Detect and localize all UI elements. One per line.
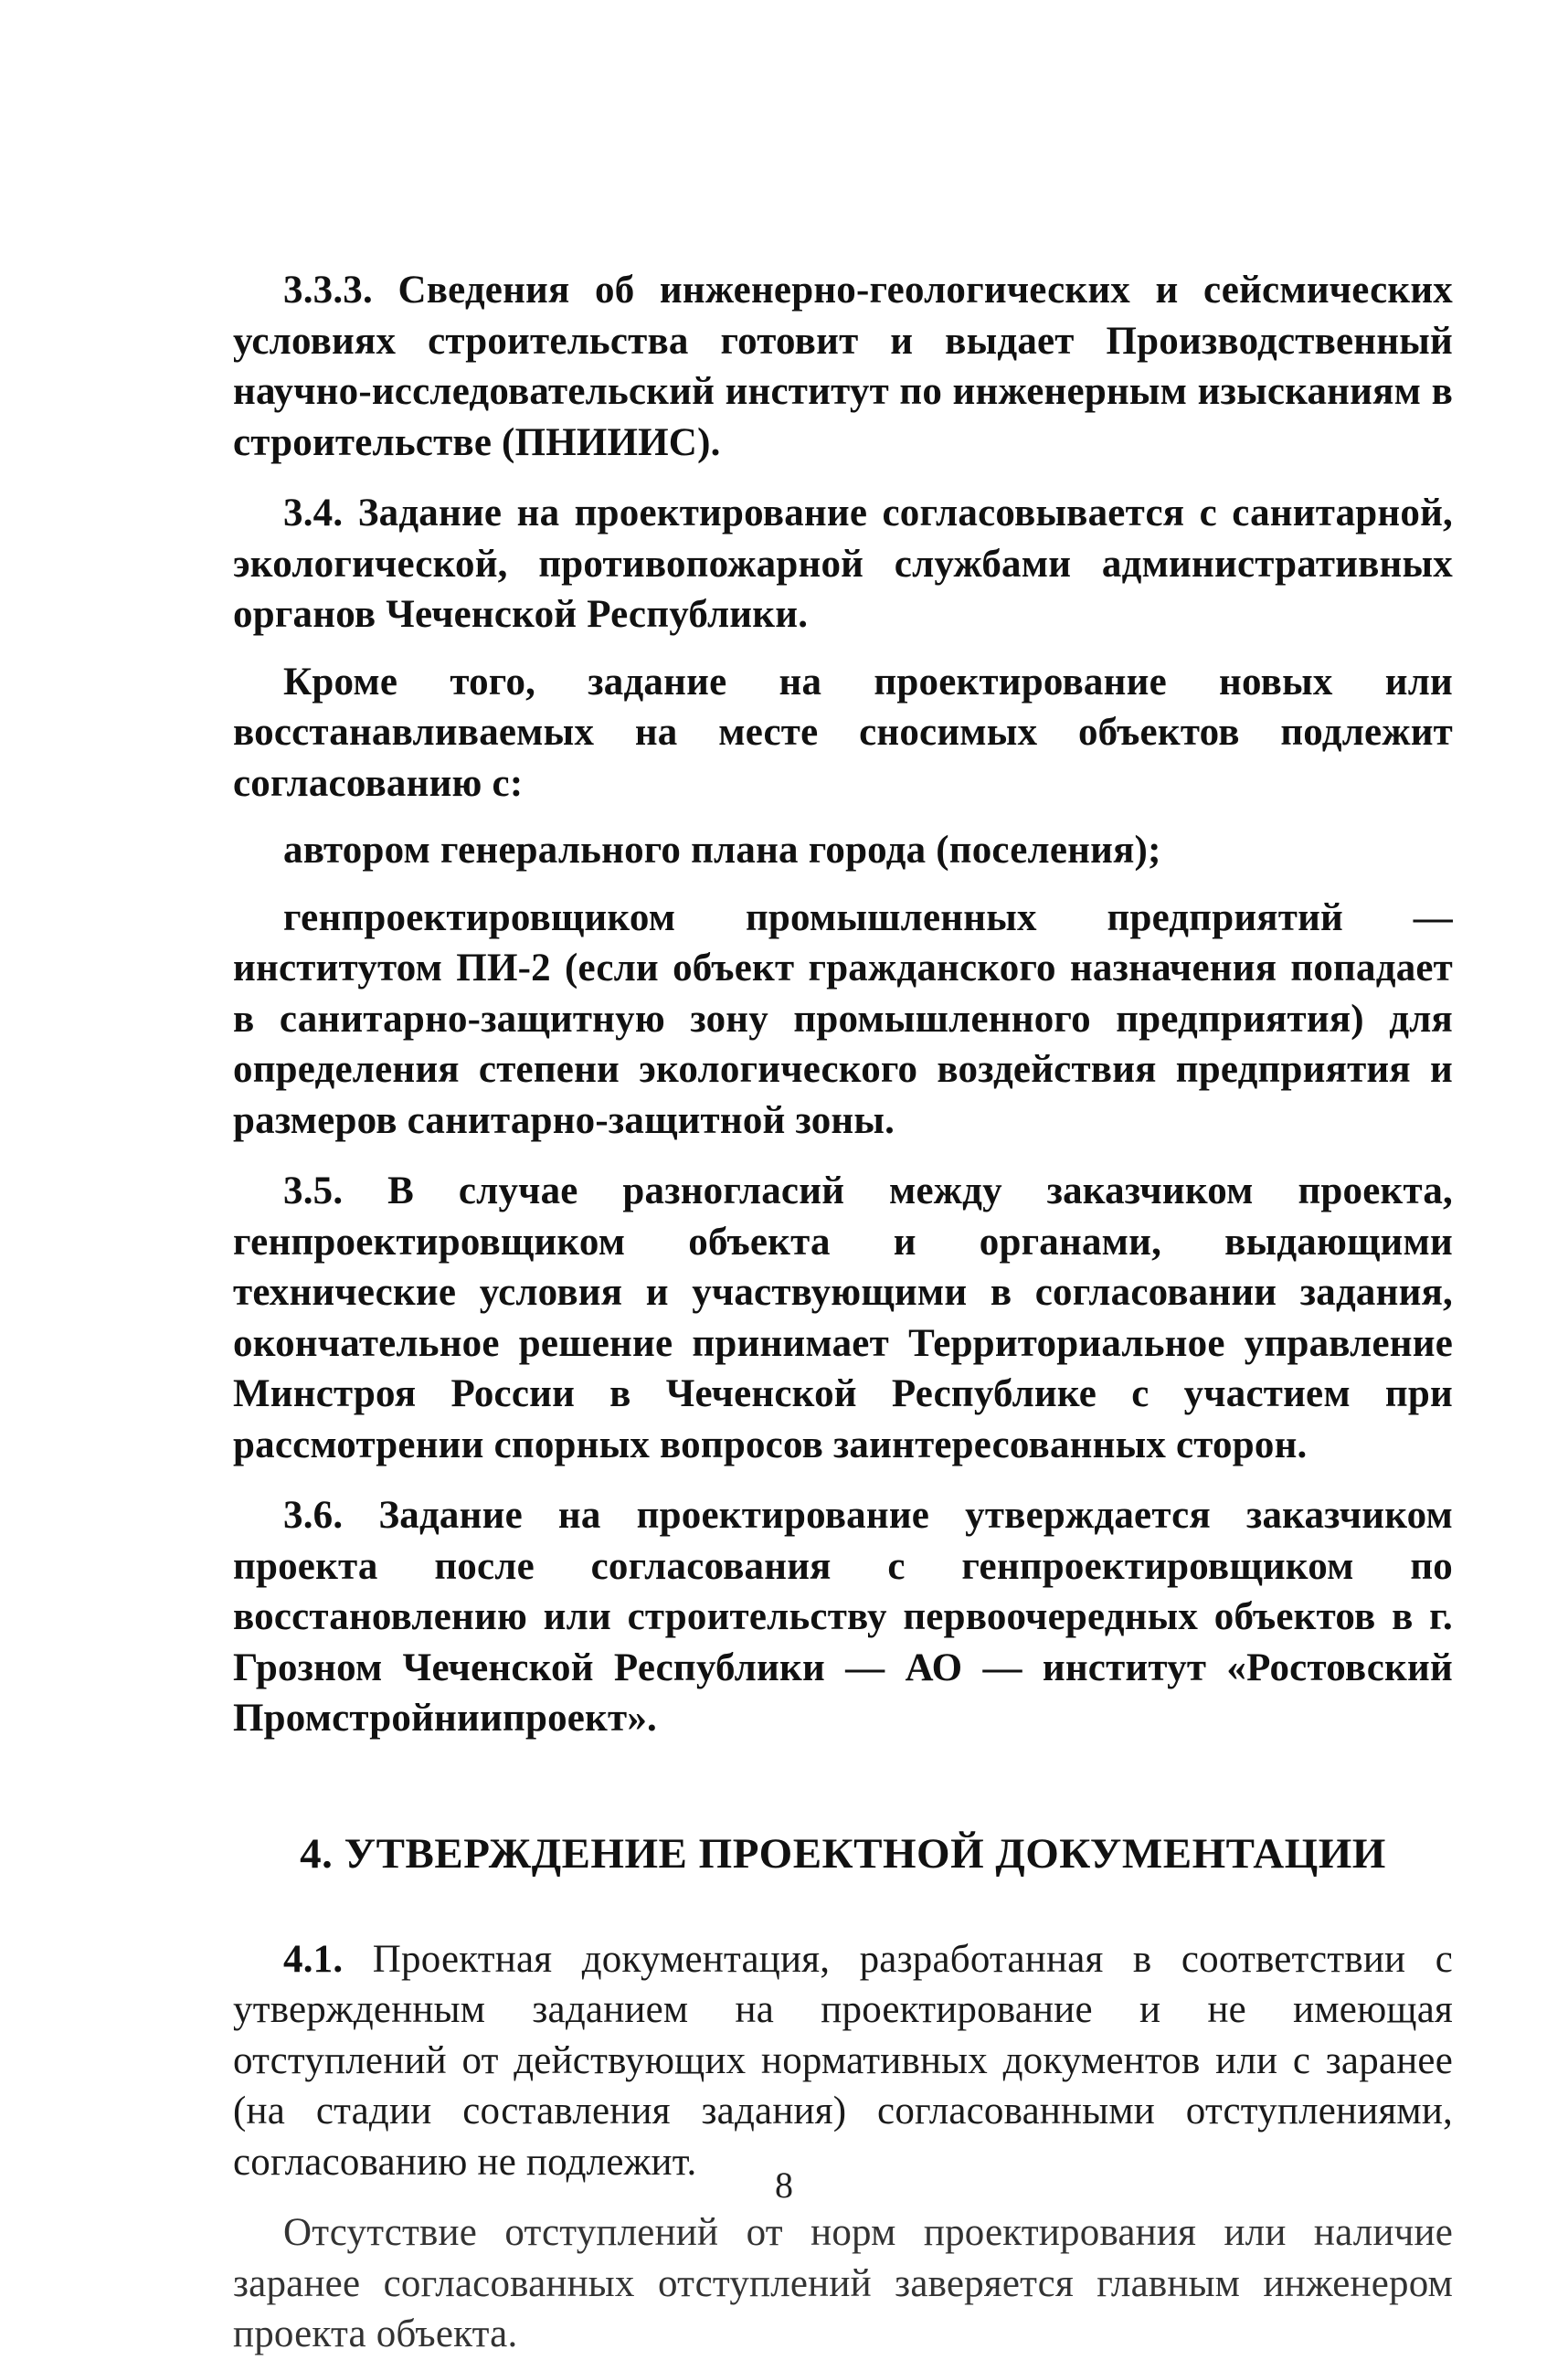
paragraph-text: Задание на проектирование утверждается заказчиком проекта после согласования с генпроектировщиком по восстановлению или строительству первоочередных объектов в г. Грозном Чеченской Республики — АО — институт «Ростовский Промстройниипроект». <box>233 1494 1453 1740</box>
paragraph-number: 4.1. <box>283 1937 344 1981</box>
paragraph-number: 3.6. <box>283 1494 344 1537</box>
paragraph-3-4-list-item-1: автором генерального плана города (поселения); <box>283 829 1161 872</box>
paragraph-3-4 <box>233 488 1453 640</box>
paragraph-3-6 <box>233 1490 1453 1744</box>
page-number: 8 <box>775 2164 793 2206</box>
paragraph-4-1 <box>233 1934 1453 2188</box>
paragraph-text: В случае разногласий между заказчиком проекта, генпроектировщиком объекта и органами, выдающими технические условия и участвующими в согласовании задания, окончательное решение принимает Территориальное управление Минстроя России в Чеченской Республике с участием при рассмотрении спорных вопросов заинтересованных сторон. <box>233 1169 1453 1466</box>
paragraph-3-4-list-item-2: генпроектировщиком промышленных предприятий — институтом ПИ-2 (если объект гражданского назначения попадает в санитарно-защитную зону промышленного предприятия) для определения степени экологического воздействия предприятия и размеров санитарно-защитной зоны. <box>233 895 1453 1142</box>
document-page <box>233 265 1453 2360</box>
section-4-heading: 4. УТВЕРЖДЕНИЕ ПРОЕКТНОЙ ДОКУМЕНТАЦИИ <box>300 1829 1386 1878</box>
paragraph-number: 3.3.3. <box>283 269 373 312</box>
paragraph-3-4-additional: Кроме того, задание на проектирование новых или восстанавливаемых на месте сносимых объектов подлежит согласованию с: <box>233 660 1453 805</box>
paragraph-text: Сведения об инженерно-геологических и сейсмических условиях строительства готовит и выдает Производственный научно-исследовательский институт по инженерным изысканиям в строительстве (ПНИИИС). <box>233 269 1453 464</box>
paragraph-text: Задание на проектирование согласовывается с санитарной, экологической, противопожарной службами административных органов Чеченской Республики. <box>233 492 1453 636</box>
paragraph-text: Проектная документация, разработанная в соответствии с утвержденным заданием на проектирование и не имеющая отступлений от действующих нормативных документов или с заранее (на стадии составления задания) согласованными отступлениями, согласованию не подлежит. <box>233 1937 1454 2184</box>
paragraph-3-5 <box>233 1166 1453 1470</box>
paragraph-number: 3.5. <box>283 1169 344 1212</box>
paragraph-3-3-3 <box>233 265 1453 468</box>
paragraph-number: 3.4. <box>283 492 344 534</box>
paragraph-4-1-additional: Отсутствие отступлений от норм проектирования или наличие заранее согласованных отступлений заверяется главным инженером проекта объекта. <box>233 2211 1453 2355</box>
